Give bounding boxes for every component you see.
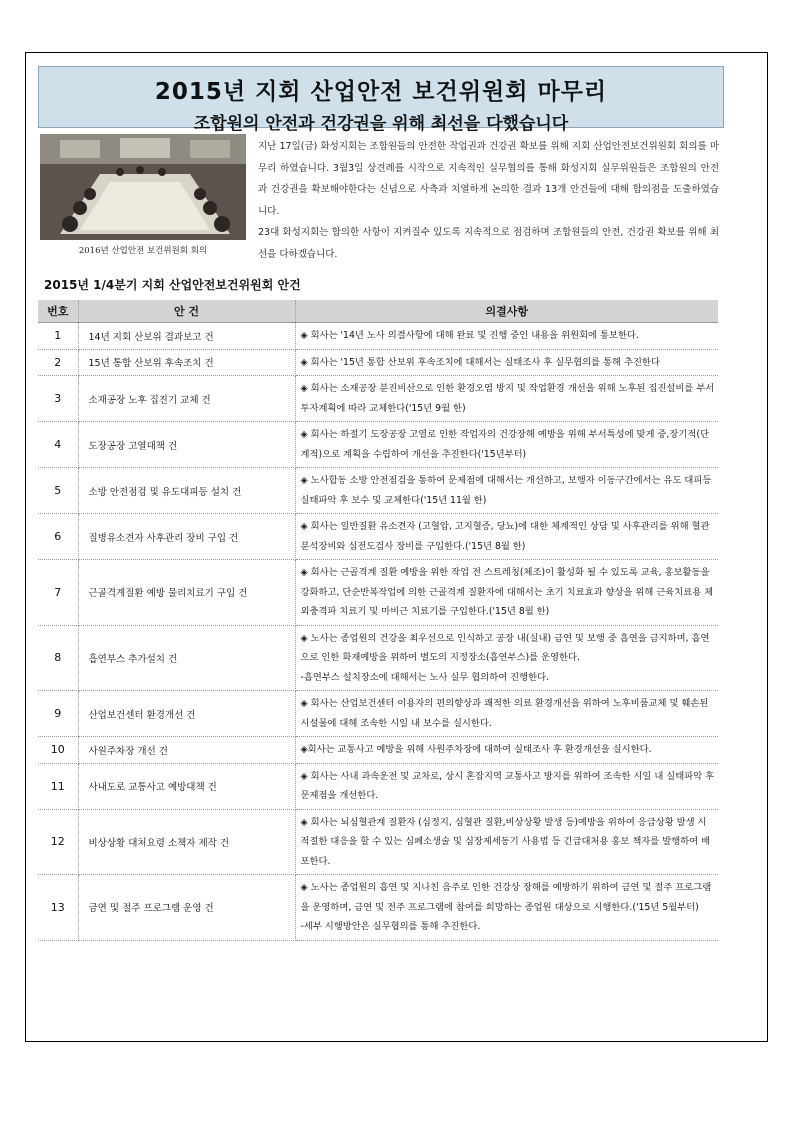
- decision-text: ◈ 노사합동 소방 안전점검을 통하여 문제점에 대해서는 개선하고, 보행자 이동구간에서는 유도 대피등 실태파악 후 보수 및 교체한다('15년 11월 한): [300, 475, 712, 506]
- table-row: [38, 763, 718, 809]
- meeting-photo: [40, 134, 246, 240]
- agenda-item: 도장공장 고열대책 건: [78, 422, 295, 468]
- decision-text: ◈ 회사는 뇌심혈관계 질환자 (심정지, 심혈관 질환,비상상황 발생 등)예방을 위하여 응급상황 발생 시 적절한 대응을 할 수 있는 심폐소생술 및 심장제세동기 사용법 등 긴급대처용 홍보 책자를 발행하여 배포한다.: [300, 816, 711, 867]
- decision-cell: [295, 625, 718, 691]
- decision-cell: [295, 376, 718, 422]
- decision-cell: [295, 323, 718, 350]
- table-row: [38, 737, 718, 764]
- agenda-item: 질병유소견자 사후관리 장비 구입 건: [78, 514, 295, 560]
- row-number: 5: [38, 468, 78, 514]
- row-number: 7: [38, 560, 78, 626]
- decision-text: ◈ 회사는 산업보건센터 이용자의 편의향상과 쾌적한 의료 환경개선을 위하여 노후비품교체 및 훼손된 시설물에 대해 조속한 시일 내 보수를 실시한다.: [300, 698, 709, 729]
- decision-text: ◈회사는 교통사고 예방을 위해 사원주차장에 대하여 실태조사 후 환경개선을 실시한다.: [300, 744, 652, 755]
- decision-cell: [295, 691, 718, 737]
- row-number: 9: [38, 691, 78, 737]
- column-header-decision: 의결사항: [295, 300, 718, 323]
- row-number: 3: [38, 376, 78, 422]
- agenda-item: 비상상황 대처요령 소책자 제작 건: [78, 809, 295, 875]
- decision-cell: [295, 514, 718, 560]
- agenda-item: 사내도로 교통사고 예방대책 건: [78, 763, 295, 809]
- decision-text: ◈ 노사는 종업원의 건강을 최우선으로 인식하고 공장 내(실내) 금연 및 보행 중 흡연을 금지하며, 흡연으로 인한 화재예방을 위하여 별도의 지정장소(흡연부스)를 운영한다.: [300, 632, 710, 663]
- decision-text: ◈ 회사는 근골격계 질환 예방을 위한 작업 전 스트레칭(체조)이 활성화 될 수 있도록 교육, 홍보활동을 강화하고, 단순반복작업에 의한 근골격계 질환자에 대해서는 초기 치료효과 향상을 위해 근육치료용 체외충격파 치료기 및 마비근 치료기를 구입한다.('15년 8월 한): [300, 567, 714, 617]
- decision-text: ◈ 회사는 '15년 통합 산보위 후속조치에 대해서는 실태조사 후 실무협의를 통해 추진한다: [300, 356, 660, 368]
- decision-text: -흡연부스 설치장소에 대해서는 노사 실무 협의하여 진행한다.: [300, 671, 550, 683]
- decision-cell: [295, 763, 718, 809]
- row-number: 8: [38, 625, 78, 691]
- table-row: [38, 422, 718, 468]
- decision-cell: [295, 737, 718, 764]
- decision-text: ◈ 회사는 일반질환 유소견자 (고혈압, 고지혈증, 당뇨)에 대한 체계적인 상담 및 사후관리를 위해 혈관분석장비와 심전도검사 장비를 구입한다.('15년 8월 한): [300, 521, 710, 552]
- row-number: 1: [38, 323, 78, 350]
- decision-text: ◈ 회사는 '14년 노사 의결사항에 대해 완료 및 진행 중인 내용을 위원회에 통보한다.: [300, 330, 639, 341]
- table-row: [38, 376, 718, 422]
- decision-cell: [295, 422, 718, 468]
- row-number: 10: [38, 737, 78, 764]
- page-subtitle: 조합원의 안전과 건강권을 위해 최선을 다했습니다: [193, 114, 569, 134]
- decision-text: ◈ 회사는 하절기 도장공장 고열로 인한 작업자의 건강장해 예방을 위해 부서특성에 맞게 중,장기적(단계적)으로 계획을 수립하여 개선을 추진한다('15년부터): [300, 429, 709, 460]
- agenda-item: 소방 안전점검 및 유도대피등 설치 건: [78, 468, 295, 514]
- table-row: [38, 625, 718, 691]
- agenda-item: 15년 통합 산보위 후속조치 건: [78, 349, 295, 376]
- page-title: 2015년 지회 산업안전 보건위원회 마무리: [154, 79, 608, 105]
- row-number: 12: [38, 809, 78, 875]
- decision-cell: [295, 349, 718, 376]
- table-row: [38, 349, 718, 376]
- decision-cell: [295, 809, 718, 875]
- agenda-item: 산업보건센터 환경개선 건: [78, 691, 295, 737]
- decision-text: ◈ 회사는 사내 과속운전 및 교차로, 상시 혼잡지역 교통사고 방지를 위하여 조속한 시일 내 실태파악 후 문제점을 개선한다.: [300, 770, 715, 801]
- decision-text: -세부 시행방안은 실무협의를 통해 추진한다.: [300, 921, 481, 932]
- table-row: [38, 875, 718, 941]
- photo-caption: 2016년 산업안전 보건위원회 회의: [78, 246, 208, 256]
- intro-text: [258, 136, 719, 265]
- row-number: 2: [38, 349, 78, 376]
- table-row: [38, 468, 718, 514]
- intro-paragraph-2: 23대 화성지회는 합의한 사항이 지켜질수 있도록 지속적으로 점검하며 조합원들의 안전, 건강권 확보를 위해 최선을 다하겠습니다.: [258, 227, 719, 260]
- row-number: 13: [38, 875, 78, 941]
- agenda-table: [38, 300, 718, 941]
- column-header-item: 안 건: [78, 300, 295, 323]
- agenda-item: 흡연부스 추가설치 건: [78, 625, 295, 691]
- row-number: 4: [38, 422, 78, 468]
- decision-text: ◈ 노사는 종업원의 흡연 및 지나친 음주로 인한 건강상 장해를 예방하기 위하여 금연 및 절주 프로그램을 운영하며, 금연 및 전주 프로그램에 참여를 희망하는 종업원 대상으로 시행한다.('15년 5월부터): [300, 882, 712, 913]
- agenda-item: 14년 지회 산보위 결과보고 건: [78, 323, 295, 350]
- decision-cell: [295, 468, 718, 514]
- intro-paragraph-1: 지난 17일(금) 화성지회는 조합원들의 안전한 작업권과 건강권 확보를 위해 지회 산업안전보건위원회 회의를 마무리 하였습니다. 3월3일 상견례를 시작으로 지속적인 실무협의를 통해 화성지회 실무위원들은 조합원의 안전과 건강권을 확보해야한다는 신념으로 사측과 치열하게 논의한 결과 13개 안건들에 대해 합의점을 도출하였습니다.: [258, 141, 719, 217]
- agenda-item: 소재공장 노후 집진기 교체 건: [78, 376, 295, 422]
- section-title: 2015년 1/4분기 지회 산업안전보건위원회 안건: [44, 278, 301, 292]
- column-header-number: 번호: [38, 300, 78, 323]
- decision-cell: [295, 875, 718, 941]
- title-banner: [38, 66, 724, 134]
- table-header-row: [38, 300, 718, 323]
- decision-cell: [295, 560, 718, 626]
- table-row: [38, 691, 718, 737]
- decision-text: ◈ 회사는 소재공장 분진비산으로 인한 환경오염 방지 및 작업환경 개선을 위해 노후된 집진설비를 부서 투자계획에 따라 교체한다('15년 9월 한): [300, 383, 715, 414]
- row-number: 11: [38, 763, 78, 809]
- agenda-item: 근골격계질환 예방 물리치료기 구입 건: [78, 560, 295, 626]
- agenda-item: 사원주차장 개선 건: [78, 737, 295, 764]
- row-number: 6: [38, 514, 78, 560]
- agenda-item: 금연 및 절주 프로그램 운영 건: [78, 875, 295, 941]
- table-row: [38, 323, 718, 350]
- table-row: [38, 514, 718, 560]
- table-row: [38, 809, 718, 875]
- table-row: [38, 560, 718, 626]
